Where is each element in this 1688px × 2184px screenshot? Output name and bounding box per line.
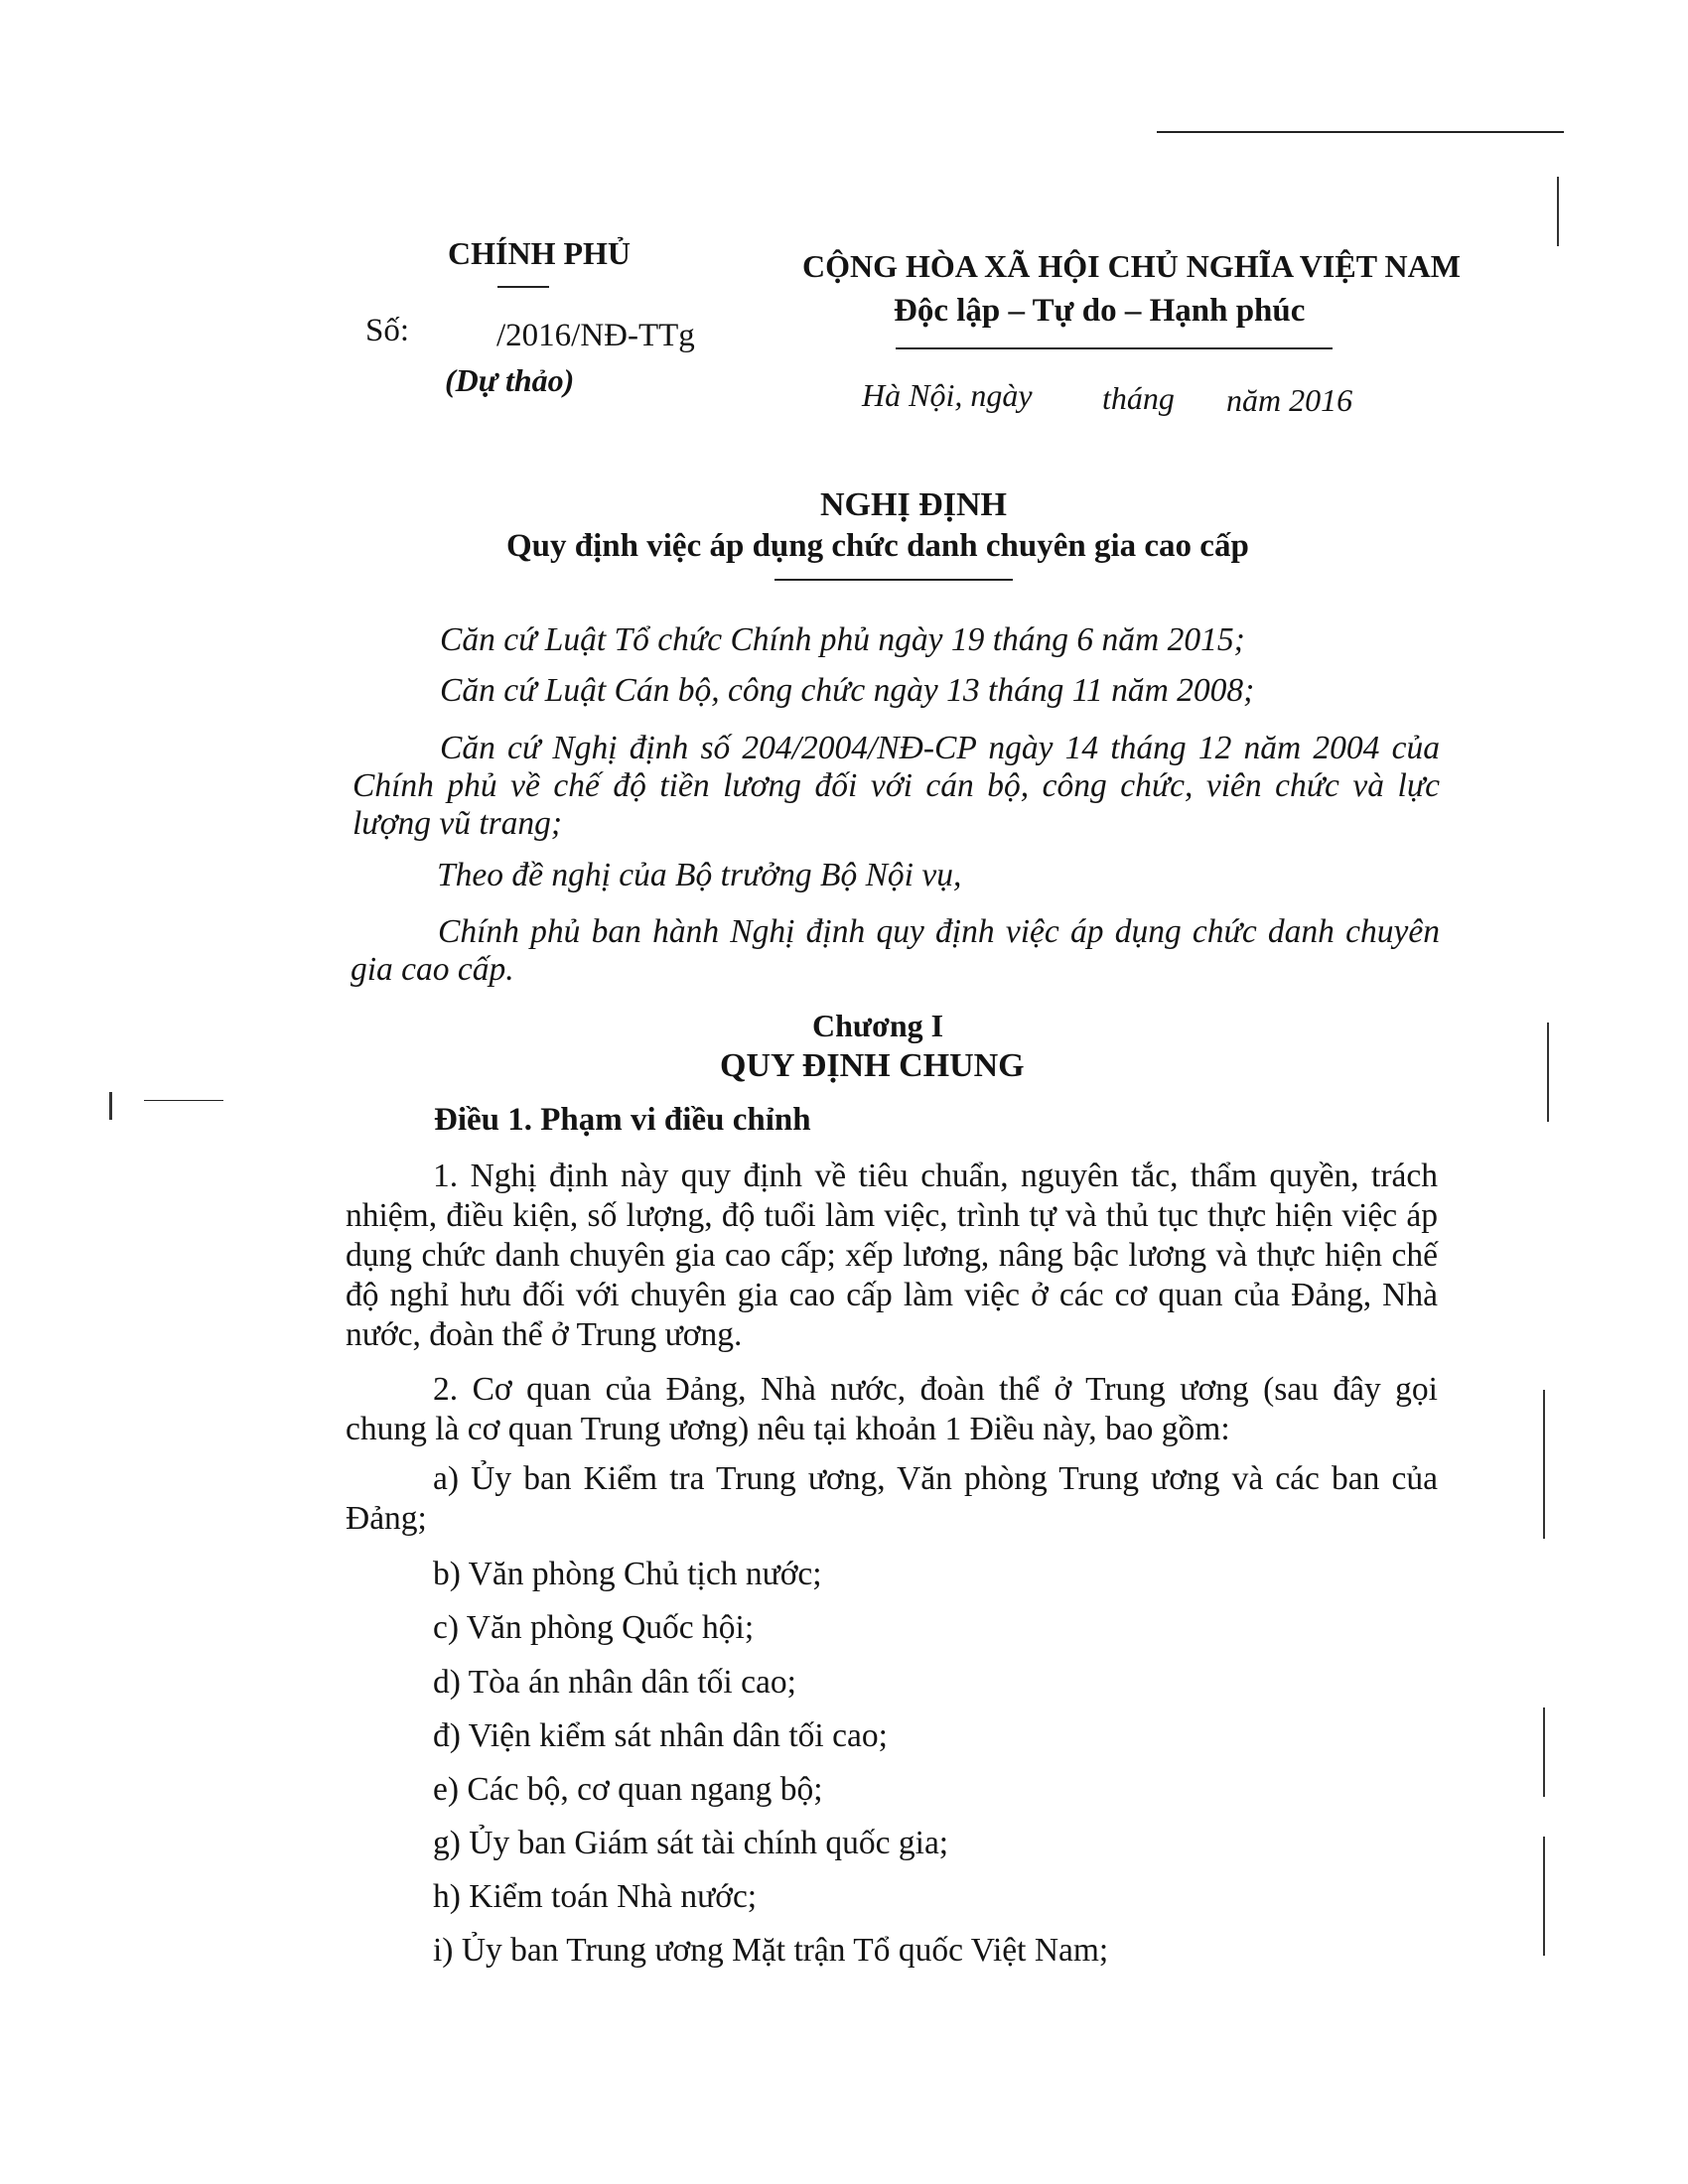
scan-artifact-top-line bbox=[1157, 131, 1564, 133]
list-item: a) Ủy ban Kiểm tra Trung ương, Văn phòng Trung ương và các ban của Đảng; bbox=[346, 1460, 1438, 1537]
date-year: năm 2016 bbox=[1226, 382, 1353, 418]
list-item: c) Văn phòng Quốc hội; bbox=[433, 1609, 755, 1646]
article-clause: 1. Nghị định này quy định về tiêu chuẩn, nguyên tắc, thẩm quyền, trách nhiệm, điều kiện, số lượng, độ tuổi làm việc, trình tự và thủ tục thực hiện việc áp dụng chức danh chuyên gia cao cấp; xếp lương, nâng bậc lương và thực hiện chế độ nghỉ hưu đối với chuyên gia cao cấp làm việc ở các cơ quan của Đảng, Nhà nước, đoàn thể ở Trung ương. bbox=[346, 1158, 1438, 1353]
scan-artifact-left-mark bbox=[109, 1092, 112, 1120]
title-underline bbox=[774, 579, 1013, 581]
document-subject: Quy định việc áp dụng chức danh chuyên gia cao cấp bbox=[506, 528, 1249, 564]
preamble-paragraph: Chính phủ ban hành Nghị định quy định việc áp dụng chức danh chuyên gia cao cấp. bbox=[351, 913, 1440, 988]
national-motto: Độc lập – Tự do – Hạnh phúc bbox=[894, 293, 1306, 329]
list-item: h) Kiểm toán Nhà nước; bbox=[433, 1878, 758, 1915]
scan-artifact-edge-mark bbox=[1557, 177, 1559, 246]
scan-artifact-left-dash bbox=[144, 1100, 223, 1101]
agency-underline bbox=[497, 286, 549, 288]
article-clause: 2. Cơ quan của Đảng, Nhà nước, đoàn thể ở Trung ương (sau đây gọi chung là cơ quan Trung ương) nêu tại khoản 1 Điều này, bao gồm: bbox=[346, 1371, 1438, 1447]
date-month: tháng bbox=[1102, 380, 1175, 416]
date-place: Hà Nội, ngày bbox=[862, 377, 1033, 413]
list-item: đ) Viện kiểm sát nhân dân tối cao; bbox=[433, 1717, 888, 1754]
draft-label: (Dự thảo) bbox=[445, 362, 575, 398]
scan-artifact-edge-mark bbox=[1547, 1023, 1549, 1122]
scan-artifact-edge-mark bbox=[1543, 1390, 1545, 1539]
motto-underline bbox=[896, 347, 1333, 349]
agency-name: CHÍNH PHỦ bbox=[448, 235, 631, 271]
nation-title: CỘNG HÒA XÃ HỘI CHỦ NGHĨA VIỆT NAM bbox=[802, 248, 1461, 284]
list-item: e) Các bộ, cơ quan ngang bộ; bbox=[433, 1771, 823, 1808]
scan-artifact-edge-mark bbox=[1543, 1837, 1545, 1956]
article-heading: Điều 1. Phạm vi điều chỉnh bbox=[434, 1102, 811, 1138]
scan-artifact-edge-mark bbox=[1543, 1707, 1545, 1797]
preamble-line: Theo đề nghị của Bộ trưởng Bộ Nội vụ, bbox=[437, 857, 962, 893]
document-number-value: /2016/NĐ-TTg bbox=[496, 318, 695, 353]
list-item: d) Tòa án nhân dân tối cao; bbox=[433, 1664, 796, 1701]
chapter-title: QUY ĐỊNH CHUNG bbox=[720, 1047, 1025, 1084]
preamble-paragraph: Căn cứ Nghị định số 204/2004/NĐ-CP ngày 14 tháng 12 năm 2004 của Chính phủ về chế độ tiền lương đối với cán bộ, công chức, viên chức và lực lượng vũ trang; bbox=[352, 730, 1440, 842]
list-item: b) Văn phòng Chủ tịch nước; bbox=[433, 1556, 822, 1592]
document-number-label: Số: bbox=[365, 313, 410, 348]
preamble-line: Căn cứ Luật Cán bộ, công chức ngày 13 tháng 11 năm 2008; bbox=[440, 672, 1255, 709]
list-item: i) Ủy ban Trung ương Mặt trận Tổ quốc Việt Nam; bbox=[433, 1932, 1109, 1969]
preamble-line: Căn cứ Luật Tổ chức Chính phủ ngày 19 tháng 6 năm 2015; bbox=[440, 621, 1245, 658]
chapter-number: Chương I bbox=[812, 1008, 944, 1043]
document-type: NGHỊ ĐỊNH bbox=[820, 486, 1007, 523]
list-item: g) Ủy ban Giám sát tài chính quốc gia; bbox=[433, 1825, 949, 1861]
